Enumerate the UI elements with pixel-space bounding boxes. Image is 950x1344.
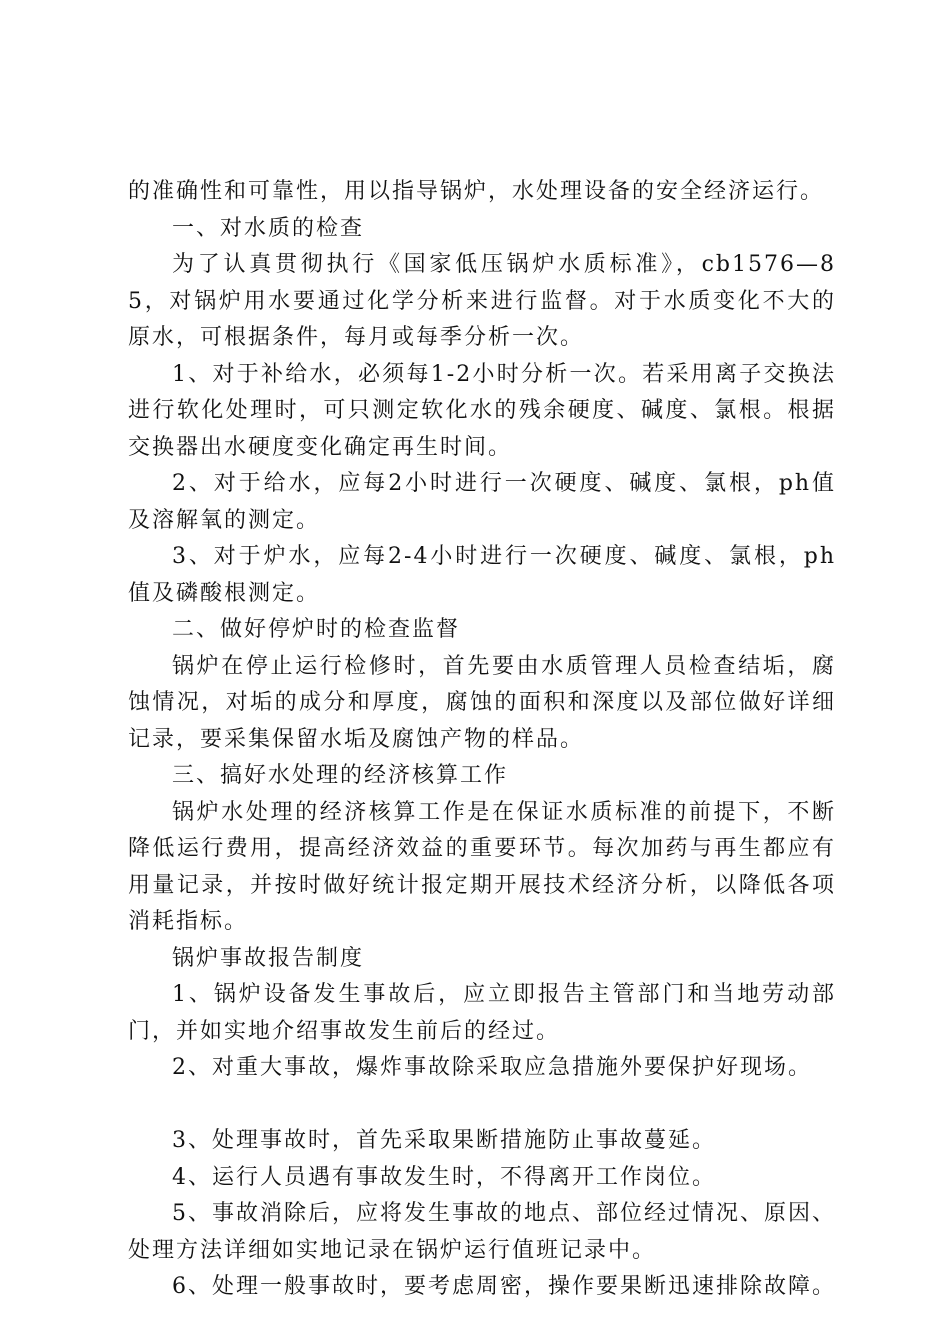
paragraph-continuation: 的准确性和可靠性，用以指导锅炉，水处理设备的安全经济运行。	[128, 179, 825, 204]
blank-line	[128, 1087, 836, 1124]
paragraph-accident-item-6: 6、处理一般事故时，要考虑周密，操作要果断迅速排除故障。	[172, 1274, 836, 1299]
document-body	[128, 174, 836, 1306]
paragraph-accident-item-1: 1、锅炉设备发生事故后，应立即报告主管部门和当地劳动部门，并如实地介绍事故发生前后的经过。	[128, 982, 836, 1044]
section-heading-water-quality: 一、对水质的检查	[172, 215, 365, 241]
section-heading-shutdown-inspection: 二、做好停炉时的检查监督	[172, 617, 461, 642]
paragraph-boiler-water: 3、对于炉水，应每2-4小时进行一次硬度、碱度、氯根，ph值及磷酸根测定。	[128, 544, 836, 606]
paragraph-water-standard: 为了认真贯彻执行《国家低压锅炉水质标准》，cb1576—85，对锅炉用水要通过化学分析来进行监督。对于水质变化不大的原水，可根据条件，每月或每季分析一次。	[128, 252, 836, 350]
paragraph-economic-accounting: 锅炉水处理的经济核算工作是在保证水质标准的前提下，不断降低运行费用，提高经济效益的重要环节。每次加药与再生都应有用量记录，并按时做好统计报定期开展技术经济分析，以降低各项消耗指标。	[128, 799, 836, 934]
paragraph-accident-item-4: 4、运行人员遇有事故发生时，不得离开工作岗位。	[172, 1164, 716, 1190]
section-heading-economic-accounting: 三、搞好水处理的经济核算工作	[172, 763, 509, 788]
paragraph-accident-item-3: 3、处理事故时，首先采取果断措施防止事故蔓延。	[172, 1128, 716, 1153]
section-heading-accident-reporting: 锅炉事故报告制度	[172, 945, 365, 971]
paragraph-feed-water: 2、对于给水，应每2小时进行一次硬度、碱度、氯根，ph值及溶解氧的测定。	[128, 471, 836, 533]
paragraph-accident-item-5: 5、事故消除后，应将发生事故的地点、部位经过情况、原因、处理方法详细如实地记录在锅炉运行值班记录中。	[128, 1201, 836, 1263]
paragraph-makeup-water: 1、对于补给水，必须每1-2小时分析一次。若采用离子交换法进行软化处理时，可只测定软化水的残余硬度、碱度、氯根。根据交换器出水硬度变化确定再生时间。	[128, 361, 836, 460]
paragraph-shutdown-inspection: 锅炉在停止运行检修时，首先要由水质管理人员检查结垢，腐蚀情况，对垢的成分和厚度，腐蚀的面积和深度以及部位做好详细记录，要采集保留水垢及腐蚀产物的样品。	[128, 653, 836, 752]
paragraph-accident-item-2: 2、对重大事故，爆炸事故除采取应急措施外要保护好现场。	[172, 1055, 812, 1080]
